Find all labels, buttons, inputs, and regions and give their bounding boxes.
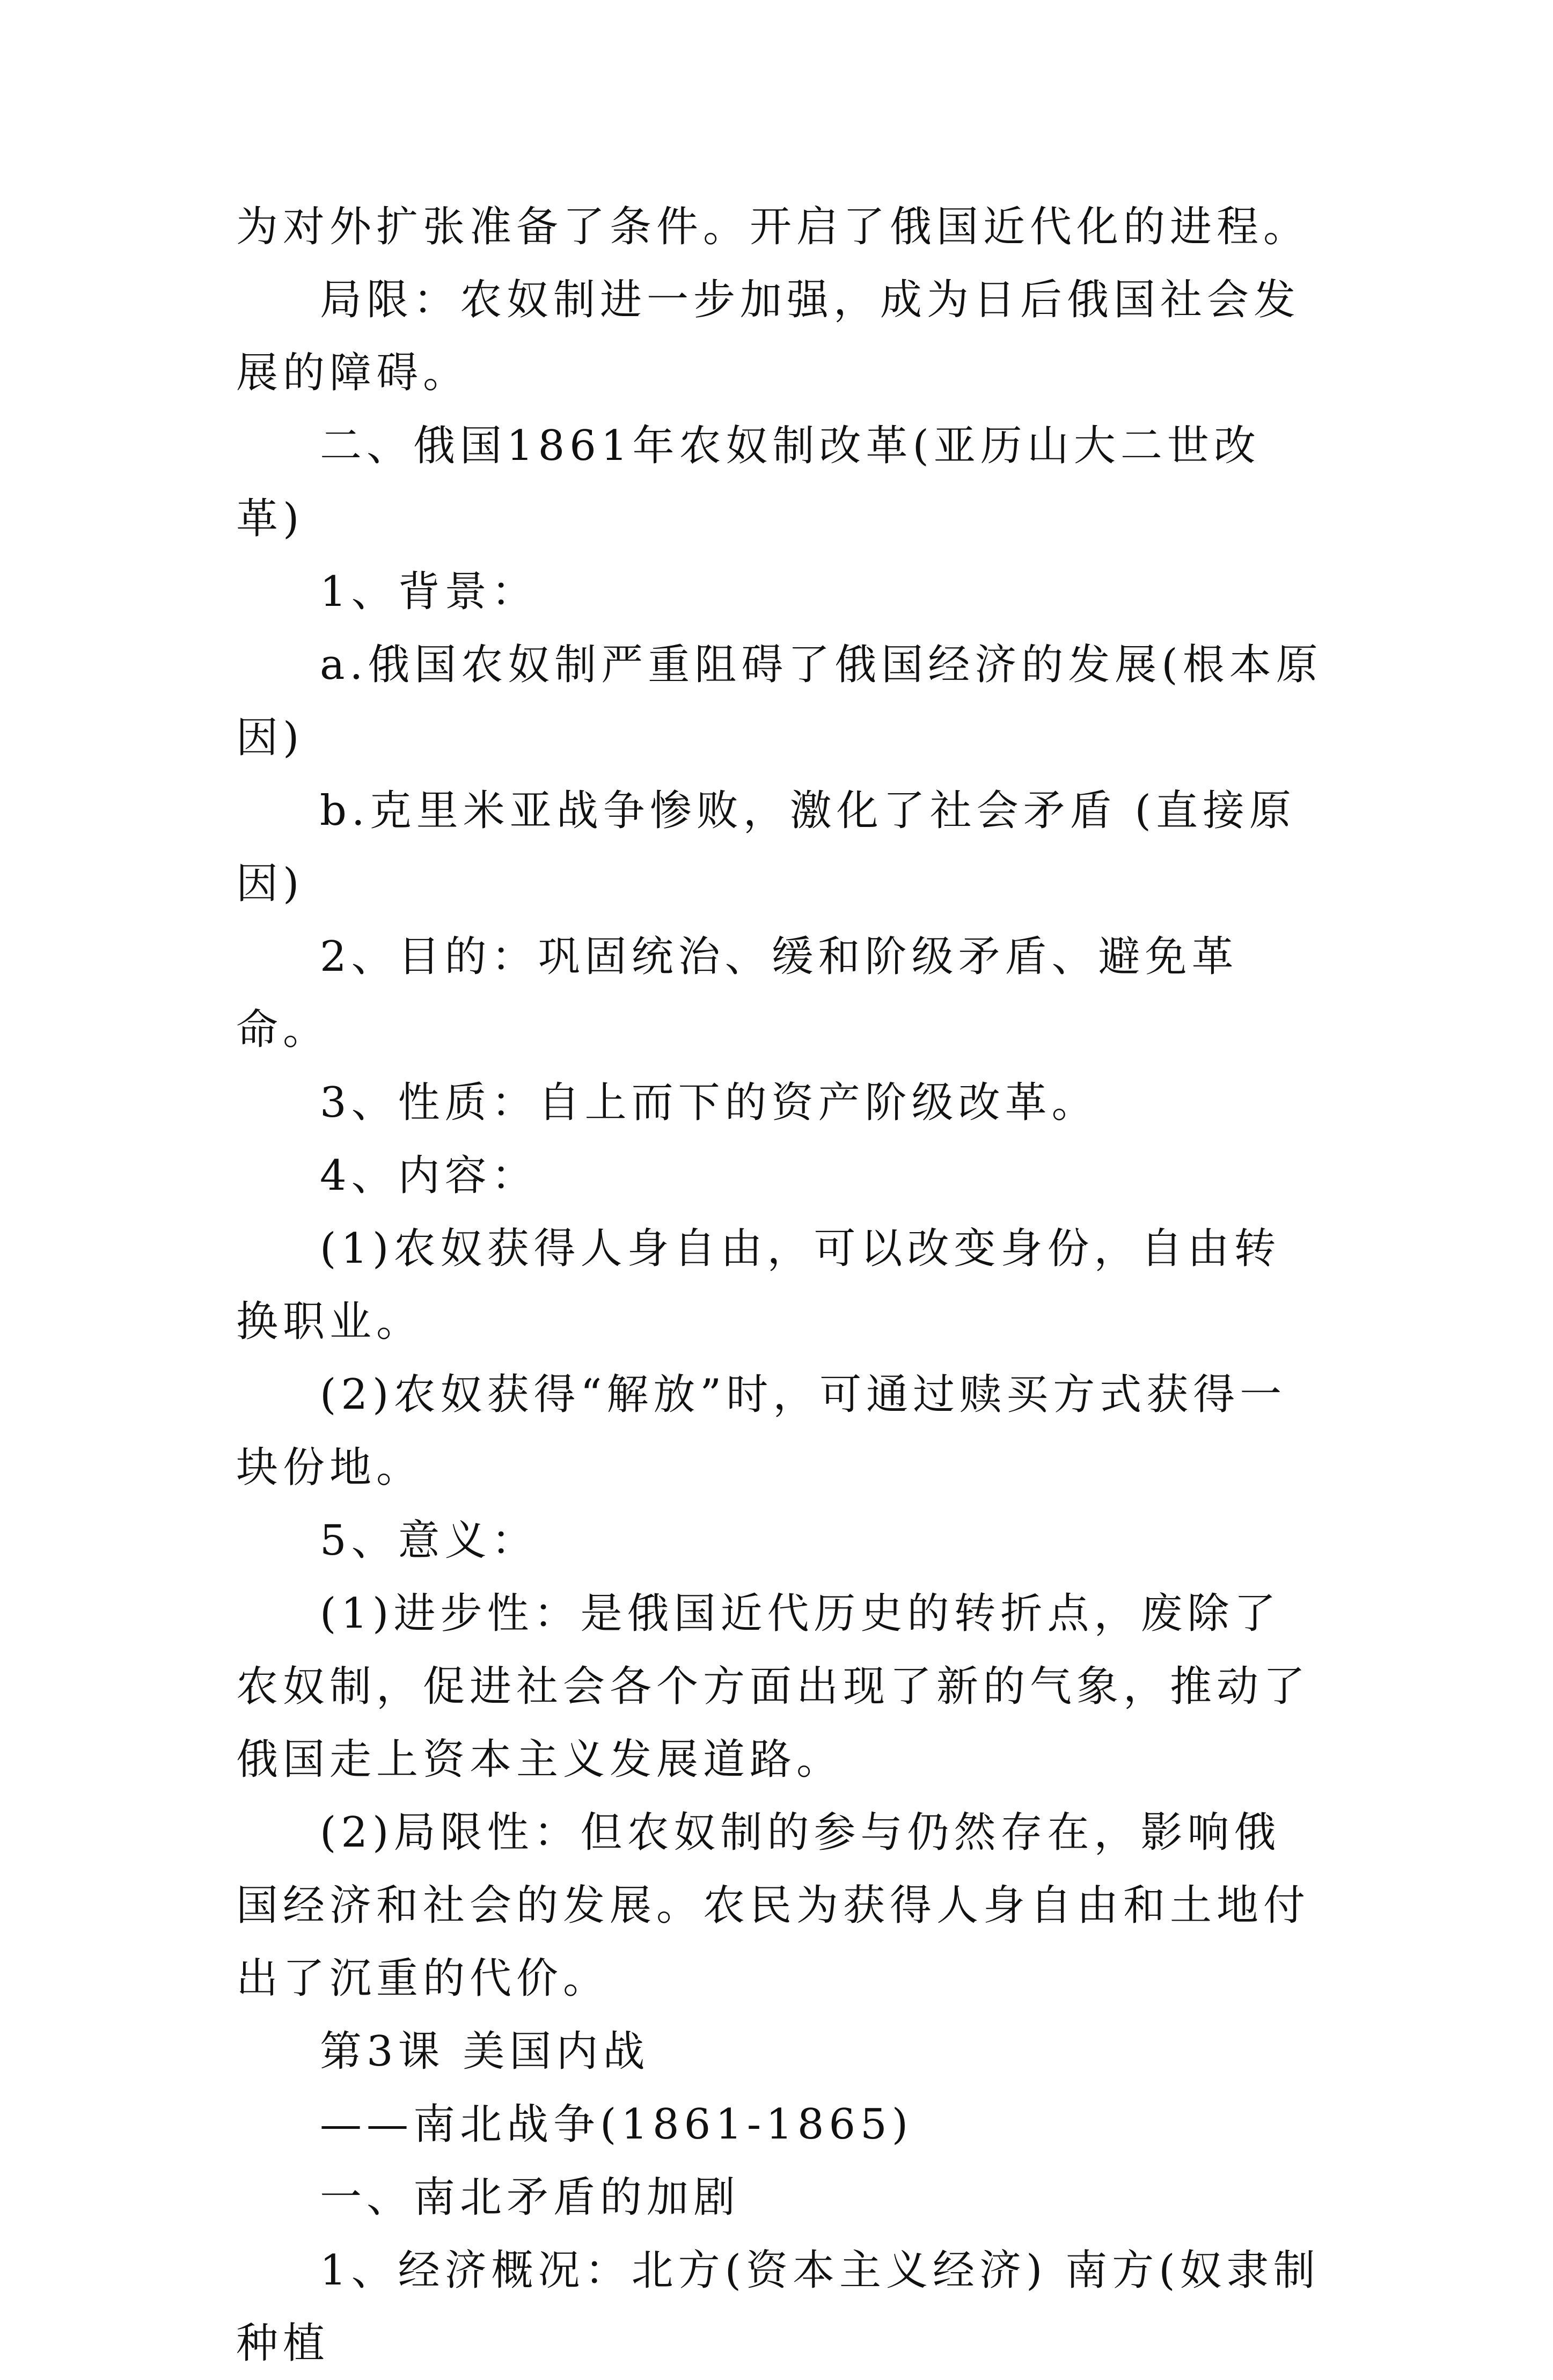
paragraph: 为对外扩张准备了条件。开启了俄国近代化的进程。 bbox=[236, 203, 1310, 251]
lesson-subtitle: ——南北战争(1861-1865) bbox=[320, 2100, 913, 2149]
list-item: (1)农奴获得人身自由，可以改变身份，自由转换职业。 bbox=[236, 1225, 1281, 1346]
list-item: (2)农奴获得“解放”时，可通过赎买方式获得一块份地。 bbox=[236, 1371, 1287, 1492]
section-heading: 一、南北矛盾的加剧 bbox=[320, 2173, 741, 2222]
subheading: 4、内容： bbox=[320, 1152, 538, 1200]
subheading: 3、性质：自上而下的资产阶级改革。 bbox=[320, 1079, 1098, 1127]
list-item: (2)局限性：但农奴制的参与仍然存在，影响俄国经济和社会的发展。农民为获得人身自由和土地付出了沉重的代价。 bbox=[236, 1808, 1310, 2003]
list-item: (1)进步性：是俄国近代历史的转折点，废除了农奴制，促进社会各个方面出现了新的气象，推动了俄国走上资本主义发展道路。 bbox=[236, 1590, 1310, 1784]
lesson-title: 第3课 美国内战 bbox=[320, 2027, 650, 2076]
document-body bbox=[236, 191, 1325, 2380]
subheading: 2、目的：巩固统治、缓和阶级矛盾、避免革命。 bbox=[236, 933, 1239, 1054]
paragraph: 局限：农奴制进一步加强，成为日后俄国社会发展的障碍。 bbox=[236, 276, 1301, 397]
list-item: b.克里米亚战争惨败，激化了社会矛盾 (直接原因) bbox=[236, 787, 1296, 908]
section-heading: 二、俄国1861年农奴制改革(亚历山大二世改革) bbox=[236, 422, 1261, 543]
list-item: a.俄国农奴制严重阻碍了俄国经济的发展(根本原因) bbox=[236, 641, 1323, 762]
subheading: 1、经济概况：北方(资本主义经济) 南方(奴隶制种植 bbox=[236, 2246, 1320, 2368]
subheading: 5、意义： bbox=[320, 1517, 538, 1565]
subheading: 1、背景： bbox=[320, 568, 538, 616]
